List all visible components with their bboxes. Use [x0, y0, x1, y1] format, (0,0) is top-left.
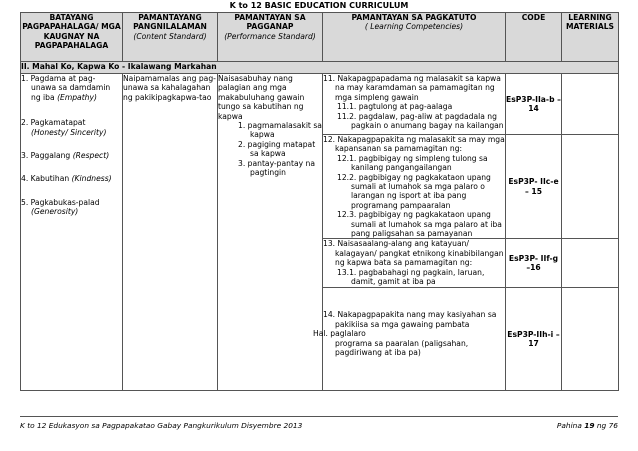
- code-cell: EsP3P-IIh-i – 17: [506, 288, 562, 391]
- list-item: 2. pagiging matapat sa kapwa: [238, 139, 316, 159]
- footer-text: K to 12 Edukasyon sa Pagpapakatao Gabay Pangkurikulum Disyembre 2013: [20, 421, 303, 430]
- competency-sub: 12.3. pagbibigay ng pagkakataon upang sumali at lumahok sa mga palaro at iba pang paligsahan sa pamayanan: [337, 210, 502, 239]
- competency-main: 13. Naisasaalang-alang ang katayuan/ kalagayan/ pangkat etnikong kinabibilangan ng kapwa bata sa pamamagitan ng:: [323, 239, 504, 268]
- performance-standard-cell: [218, 74, 323, 391]
- competency-sub: programa sa paaralan (paligsahan,: [335, 338, 469, 348]
- list-item: 3. pantay-pantay na pagtingin: [238, 158, 315, 178]
- competency-main: 11. Nakapagpapadama ng malasakit sa kapwa na may karamdaman sa pamamagitan ng mga simpleng gawain: [323, 74, 501, 102]
- header-code: CODE: [506, 13, 562, 62]
- competency-main: 12. Nakapagpapakita ng malasakit sa may mga kapansanan sa pamamagitan ng:: [323, 135, 505, 154]
- header-learning-competencies: PAMANTAYAN SA PAGKATUTO ( Learning Competencies): [323, 13, 506, 62]
- content-standard-text: Naipamamalas ang pag-unawa sa kahalagahan ng pakikipagkapwa-tao: [123, 74, 216, 102]
- header-core-values: BATAYANG PAGPAPAHALAGA/ MGA KAUGNAY NA PAGPAPAHALAGA: [21, 13, 123, 62]
- section-row: [21, 62, 619, 74]
- value-item: 5. Pagkabukas-palad (Generosity): [21, 197, 100, 217]
- performance-intro: Naisasabuhay nang palagian ang mga makabuluhang gawain tungo sa kabutihan ng kapwa: [218, 74, 305, 121]
- page-title: K to 12 BASIC EDUCATION CURRICULUM: [229, 1, 409, 10]
- curriculum-table: [20, 12, 619, 391]
- header-row: [21, 13, 619, 62]
- value-item: 2. Pagkamatapat (Honesty/ Sincerity): [21, 118, 107, 137]
- value-item: 1. Pagdama at pag- unawa sa damdamin ng iba (Empathy): [21, 74, 111, 102]
- competency-cell: [323, 239, 506, 288]
- page-number: Pahina 19 ng 76: [556, 421, 618, 430]
- code-cell: EsP3P- IIf-g –16: [506, 239, 562, 288]
- code-cell: EsP3P- IIc-e – 15: [506, 135, 562, 239]
- competency-cell: [313, 288, 506, 391]
- materials-cell: [562, 239, 619, 288]
- competency-cell: [323, 74, 506, 135]
- competency-sub: 12.1. pagbibigay ng simpleng tulong sa kanilang pangangailangan: [337, 153, 488, 173]
- section-title: II. Mahal Ko, Kapwa Ko - Ikalawang Markahan: [21, 62, 619, 74]
- content-standard-cell: [123, 74, 218, 391]
- header-learning-materials: LEARNING MATERIALS: [562, 13, 619, 62]
- core-values-cell: [21, 74, 123, 391]
- list-item: 1. pagmamalasakit sa kapwa: [238, 121, 322, 140]
- performance-list: [232, 121, 322, 177]
- materials-cell: [562, 74, 619, 135]
- competency-example: Hal. paglalaro: [313, 329, 366, 339]
- table-row: [21, 74, 619, 135]
- footer-divider: [20, 416, 618, 417]
- value-item: 4. Kabutihan (Kindness): [21, 174, 112, 184]
- materials-cell: [562, 288, 619, 391]
- competency-main: 14. Nakapagpapakita nang may kasiyahan sa pakikiisa sa mga gawaing pambata: [323, 310, 497, 329]
- header-performance-standard: PAMANTAYAN SA PAGGANAP (Performance Standard): [218, 13, 323, 62]
- code-cell: EsP3P-IIa-b – 14: [506, 74, 562, 135]
- competency-sub: pagdiriwang at iba pa): [335, 348, 421, 358]
- competency-cell: [323, 135, 506, 239]
- value-item: 3. Paggalang (Respect): [21, 151, 110, 161]
- competency-sub: 13.1. pagbabahagi ng pagkain, laruan, damit, gamit at iba pa: [337, 267, 485, 287]
- competency-sub: 11.1. pagtulong at pag-aalaga: [337, 102, 453, 112]
- competency-sub: 12.2. pagbibigay ng pagkakataon upang sumali at lumahok sa mga palaro o larangan ng isport at iba pang programang pampaaralan: [337, 172, 491, 210]
- competency-sub: 11.2. pagdalaw, pag-aliw at pagdadala ng pagkain o anumang bagay na kailangan: [337, 111, 504, 131]
- header-content-standard: PAMANTAYANG PANGNILALAMAN (Content Standard): [123, 13, 218, 62]
- materials-cell: [562, 135, 619, 239]
